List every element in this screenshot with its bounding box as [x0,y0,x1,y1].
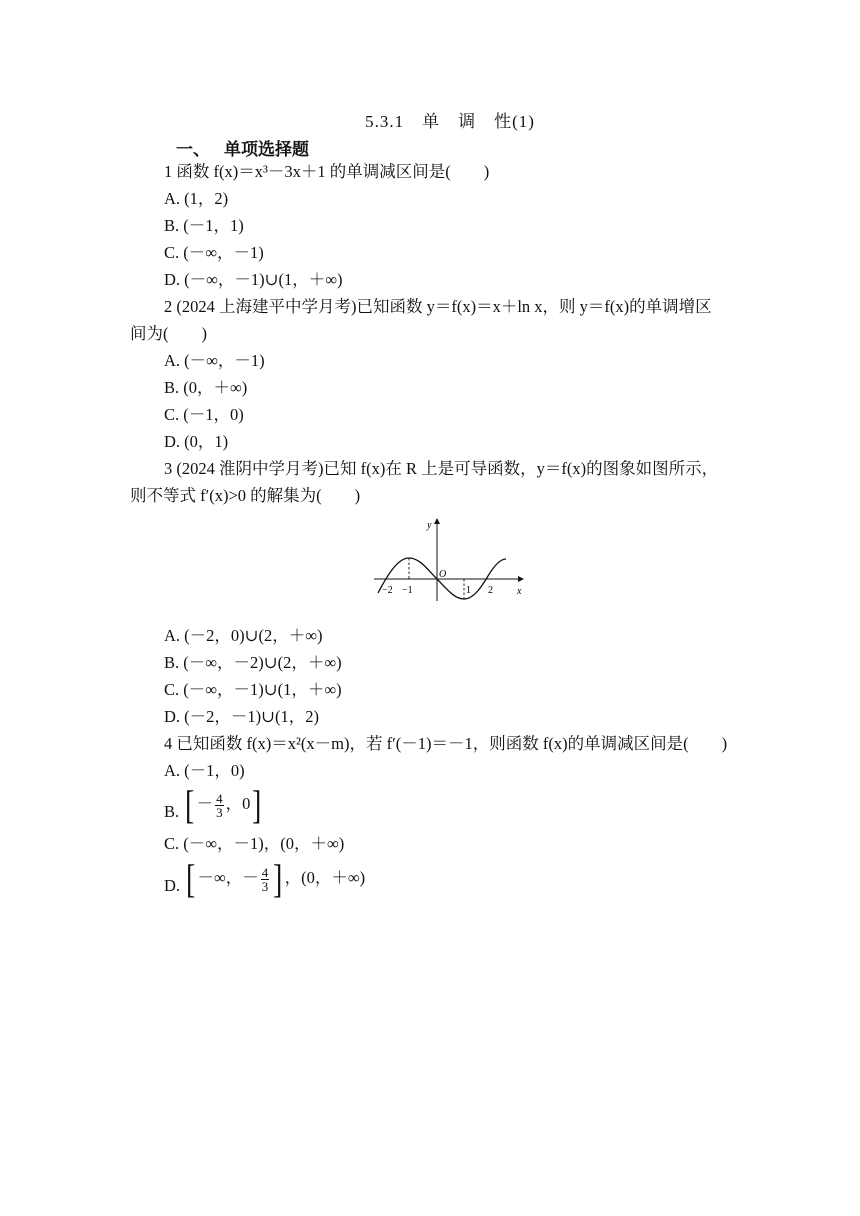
question-3-option-a: A. (－2，0)∪(2，＋∞) [164,626,323,645]
question-1-stem: 1 函数 f(x)＝x³－3x＋1 的单调减区间是( ) [164,162,490,181]
page-title: 5.3.1 单 调 性(1) [365,112,535,131]
question-2-stem: 2 (2024 上海建平中学月考)已知函数 y＝f(x)＝x＋ln x，则 y＝f(x)的单调增区 [164,297,712,316]
question-1-option-a: A. (1，2) [164,189,229,208]
y-axis-label: y [427,520,432,531]
question-3-option-d: D. (－2，－1)∪(1，2) [164,707,319,726]
function-graph [372,516,524,602]
question-3-stem-cont: 则不等式 f′(x)>0 的解集为( ) [130,486,361,505]
question-1-option-c: C. (－∞，－1) [164,243,264,262]
question-3-option-b: B. (－∞，－2)∪(2，＋∞) [164,653,342,672]
y-axis-arrow-icon [434,518,440,524]
question-4-option-b: B. [ － $\frac{4}{3}$ ，0] [164,782,262,828]
question-4-stem: 4 已知函数 f(x)＝x²(x－m)，若 f′(－1)＝－1，则函数 f(x)的单调减区间是( ) [164,734,728,753]
right-bracket: ] [252,782,262,828]
question-4-option-c: C. (－∞，－1)，(0，＋∞) [164,834,345,853]
question-2-option-c: C. (－1，0) [164,405,244,424]
x-tick-label: 1 [466,585,471,596]
question-2-stem-cont: 间为( ) [130,324,207,343]
question-2-option-d: D. (0，1) [164,432,229,451]
x-axis-label: x [517,586,522,597]
origin-label: O [439,569,447,580]
section-heading [176,135,309,160]
question-4-option-a: A. (－1，0) [164,761,245,780]
section-label: 单项选择题 [224,140,309,160]
left-bracket: [ [185,782,195,828]
question-1-option-d: D. (－∞，－1)∪(1，＋∞) [164,270,343,289]
right-bracket: ] [273,856,283,902]
section-number: 一、 [176,140,210,160]
question-3-option-c: C. (－∞，－1)∪(1，＋∞) [164,680,342,699]
question-3-stem: 3 (2024 淮阴中学月考)已知 f(x)在 R 上是可导函数，y＝f(x)的图象如图所示， [164,459,719,478]
x-axis-arrow-icon [518,576,524,582]
question-1-option-b: B. (－1，1) [164,216,244,235]
left-bracket: [ [186,856,196,902]
fraction: $\frac{4}{3}$ [216,790,223,820]
x-tick-label: −1 [402,585,413,596]
question-2-option-b: B. (0，＋∞) [164,378,248,397]
question-4-option-d: D. [ －∞，－ $\frac{4}{3}$ ] ，(0，＋∞) [164,856,366,902]
question-2-option-a: A. (－∞，－1) [164,351,265,370]
fraction: $\frac{4}{3}$ [261,864,269,894]
x-tick-label: 2 [488,585,493,596]
x-tick-label: −2 [382,585,393,596]
